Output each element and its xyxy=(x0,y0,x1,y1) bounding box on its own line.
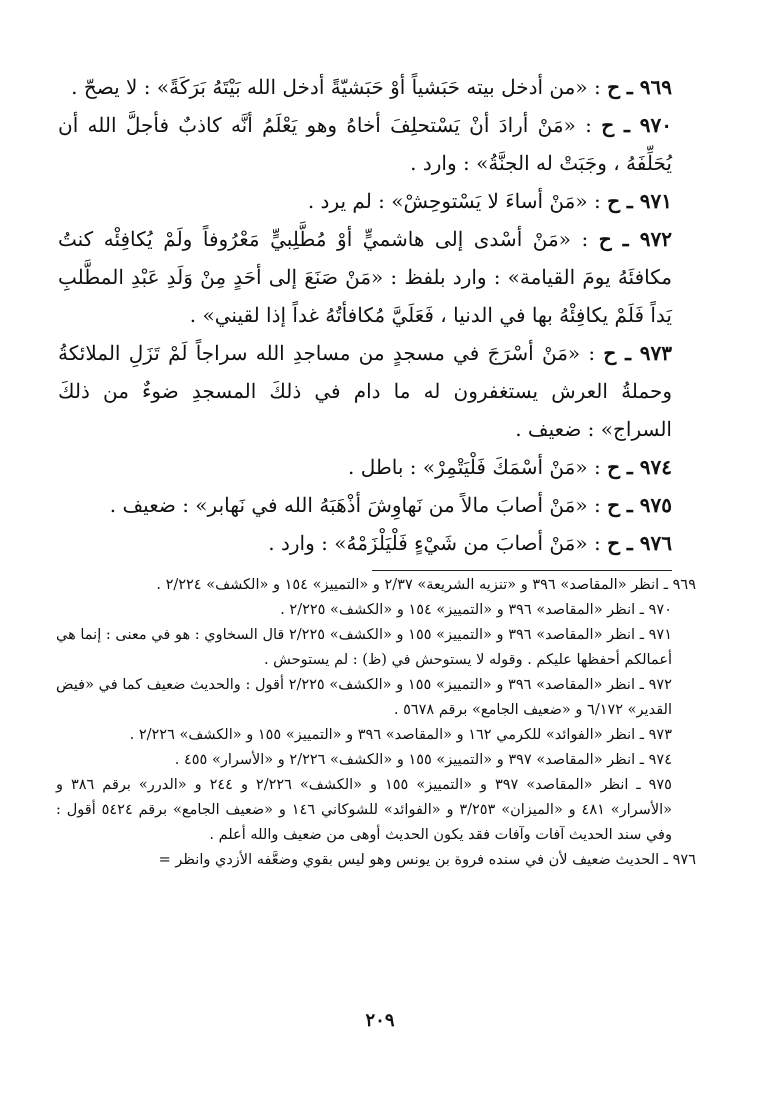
entry-text: : «مَنْ أساءَ لا يَسْتوحِشْ» : لم يرد . xyxy=(307,189,601,213)
entry-number: ٩٧٣ ـ ح xyxy=(603,341,673,365)
entry-number: ٩٧٠ ـ ح xyxy=(601,113,673,137)
main-text xyxy=(58,68,672,562)
entry-969 xyxy=(58,68,672,106)
footnote-970: ٩٧٠ ـ انظر «المقاصد» ٣٩٦ و «التمييز» ١٥٤ و «الكشف» ٢/٢٢٥ . xyxy=(280,602,672,618)
entry-text: : «مَنْ أرادَ أنْ يَسْتحلِفَ أخاهُ وهو يَعْلَمُ أنَّه كاذبٌ فأجلَّ الله أن يُحَلِّفَهُ ، وجَبَتْ له الجنَّةُ» : وارد . xyxy=(58,113,672,175)
entry-971 xyxy=(58,182,672,220)
entry-text: : «مَنْ أصابَ من شَيْءٍ فَلْيَلْزَمْهُ» : وارد . xyxy=(268,531,601,555)
entry-text: : «مَنْ أسْمَكَ فَلْيَتْمِرْ» : باطل . xyxy=(348,455,601,479)
page-number: ٢٠٩ xyxy=(365,1010,395,1031)
entry-text: : «من أدخل بيته حَبَشياً أوْ حَبَشيّةً أدخل الله بَيْتَهُ بَرَكَةً» : لا يصحّ . xyxy=(71,75,601,99)
entry-number: ٩٧٢ ـ ح xyxy=(598,227,672,251)
footnote-969: ٩٦٩ ـ انظر «المقاصد» ٣٩٦ و «تنزيه الشريعة» ٢/٣٧ و «التمييز» ١٥٤ و «الكشف» ٢/٢٢٤ . xyxy=(156,577,696,593)
footnote-divider xyxy=(372,570,672,571)
entry-973 xyxy=(58,334,672,448)
entry-number: ٩٧٤ ـ ح xyxy=(607,455,672,479)
entry-975 xyxy=(58,486,672,524)
entry-number: ٩٧٥ ـ ح xyxy=(607,493,672,517)
entry-text: : «مَنْ أسْدى إلى هاشميٍّ أوْ مُطَّلِبيٍّ مَعْرُوفاً ولَمْ يُكافِئْه كنتُ مكافئَهُ يومَ القيامة» : وارد بلفظ : «مَنْ صَنَعَ إلى أحَدٍ مِنْ وَلَدِ عَبْدِ المطَّلبِ يَداً فَلَمْ يكافِئْهُ بها في الدنيا ، فَعَلَيَّ مُكافأتُهُ غداً إذا لقيني» . xyxy=(58,227,672,327)
entry-972 xyxy=(58,220,672,334)
footnote-974: ٩٧٤ ـ انظر «المقاصد» ٣٩٧ و «التمييز» ١٥٥ و «الكشف» ٢/٢٢٦ و «الأسرار» ٤٥٥ . xyxy=(174,752,672,768)
entry-number: ٩٧١ ـ ح xyxy=(607,189,672,213)
footnotes xyxy=(56,573,696,873)
footnote-971: ٩٧١ ـ انظر «المقاصد» ٣٩٦ و «التمييز» ١٥٥ و «الكشف» ٢/٢٢٥ قال السخاوي : هو في معنى : إنما هي أعمالكم أحفظها عليكم . وقوله لا يستوحش في (ظ) : لم يستوحش . xyxy=(56,627,672,668)
entry-text: : «مَنْ أسْرَجَ في مسجدٍ من مساجدِ الله سراجاً لَمْ تَزَلِ الملائكةُ وحملةُ العرش يستغفرون له ما دام في ذلكَ المسجدِ ضوءٌ من ذلكَ السراج» : ضعيف . xyxy=(58,341,672,441)
entry-number: ٩٦٩ ـ ح xyxy=(607,75,672,99)
entry-974 xyxy=(58,448,672,486)
entry-976 xyxy=(58,524,672,562)
entry-number: ٩٧٦ ـ ح xyxy=(607,531,672,555)
footnote-972: ٩٧٢ ـ انظر «المقاصد» ٣٩٦ و «التمييز» ١٥٥ و «الكشف» ٢/٢٢٥ أقول : والحديث ضعيف كما في «فيض القدير» ٦/١٧٢ و «ضعيف الجامع» برقم ٥٦٧٨ . xyxy=(56,677,672,718)
footnote-976: ٩٧٦ ـ الحديث ضعيف لأن في سنده فروة بن يونس وهو ليس بقوي وضعَّفه الأزدي وانظر = xyxy=(158,852,696,868)
entry-text: : «مَنْ أصابَ مالاً من نَهاوِشَ أذْهَبَهُ الله في نَهابر» : ضعيف . xyxy=(109,493,601,517)
footnote-975: ٩٧٥ ـ انظر «المقاصد» ٣٩٧ و «التمييز» ١٥٥ و «الكشف» ٢/٢٢٦ و ٢٤٤ و «الدرر» برقم ٣٨٦ و «الأسرار» ٤٨١ و «الميزان» ٣/٢٥٣ و «الفوائد» للشوكاني ١٤٦ و «ضعيف الجامع» برقم ٥٤٢٤ أقول : وفي سند الحديث آفات وآفات فقد يكون الحديث أوهى من ضعيف والله أعلم . xyxy=(56,777,672,843)
entry-970 xyxy=(58,106,672,182)
footnote-973: ٩٧٣ ـ انظر «الفوائد» للكرمي ١٦٢ و «المقاصد» ٣٩٦ و «التمييز» ١٥٥ و «الكشف» ٢/٢٢٦ . xyxy=(129,727,672,743)
